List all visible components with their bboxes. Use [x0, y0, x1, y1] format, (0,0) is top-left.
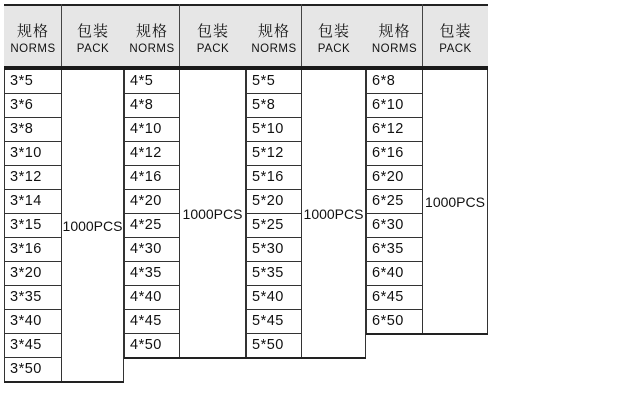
norm-cell: 3*16: [4, 238, 62, 262]
header-norms-cn: 规格: [16, 23, 49, 40]
header-norms-en: NORMS: [251, 43, 297, 55]
norm-cell: 6*16: [366, 142, 423, 166]
norm-cell: 6*35: [366, 238, 423, 262]
norm-cell: 6*10: [366, 94, 423, 118]
norm-cell: 3*50: [4, 358, 62, 382]
norm-cell: 4*20: [124, 190, 180, 214]
norm-cell: 3*14: [4, 190, 62, 214]
group-left-border: [366, 70, 367, 334]
header-norms-cn: 规格: [257, 23, 290, 40]
norm-cell: 5*50: [246, 334, 302, 358]
norm-cell: 5*8: [246, 94, 302, 118]
norm-cell: 4*25: [124, 214, 180, 238]
norm-cell: 5*40: [246, 286, 302, 310]
group-bottom-line: [124, 357, 246, 359]
header-norms-cn: 规格: [135, 23, 168, 40]
norm-cell: 3*10: [4, 142, 62, 166]
group-bottom-line: [246, 357, 366, 359]
norm-cell: 5*30: [246, 238, 302, 262]
header-pack: [62, 4, 124, 66]
header-pack: [423, 4, 488, 66]
header-pack-cn: 包装: [439, 23, 472, 40]
norm-cell: 6*45: [366, 286, 423, 310]
norm-cell: 5*45: [246, 310, 302, 334]
norm-cell: 5*16: [246, 166, 302, 190]
header-pack-cn: 包装: [196, 23, 229, 40]
header-norms-cn: 规格: [378, 23, 411, 40]
header-norms: [4, 4, 62, 66]
norm-cell: 6*40: [366, 262, 423, 286]
header-pack-en: PACK: [317, 43, 351, 55]
norm-cell: 6*20: [366, 166, 423, 190]
group-3: [246, 4, 366, 400]
norm-cell: 6*8: [366, 70, 423, 94]
norm-cell: 6*30: [366, 214, 423, 238]
header-divider: [422, 4, 423, 66]
norm-cell: 3*15: [4, 214, 62, 238]
norm-cell: 4*50: [124, 334, 180, 358]
norm-cell: 3*5: [4, 70, 62, 94]
norm-cell: 5*12: [246, 142, 302, 166]
header-pack-en: PACK: [76, 43, 110, 55]
group-left-border: [124, 70, 125, 358]
header-norms-en: NORMS: [10, 43, 56, 55]
norm-cell: 6*25: [366, 190, 423, 214]
norm-cell: 5*25: [246, 214, 302, 238]
norm-cell: 4*30: [124, 238, 180, 262]
norm-cell: 4*12: [124, 142, 180, 166]
norm-cell: 3*12: [4, 166, 62, 190]
norm-cell: 5*35: [246, 262, 302, 286]
header-norms-en: NORMS: [371, 43, 418, 55]
norm-cell: 5*10: [246, 118, 302, 142]
pack-cell: 1000PCS: [423, 70, 488, 334]
header-divider: [179, 4, 180, 66]
pack-cell: 1000PCS: [180, 70, 246, 358]
norm-cell: 5*5: [246, 70, 302, 94]
norm-cell: 4*8: [124, 94, 180, 118]
norm-cell: 3*8: [4, 118, 62, 142]
norm-cell: 4*10: [124, 118, 180, 142]
norm-cell: 3*6: [4, 94, 62, 118]
group-2: [124, 4, 246, 400]
header-pack-cn: 包装: [76, 23, 109, 40]
group-1: [4, 4, 124, 400]
norm-cell: 5*20: [246, 190, 302, 214]
group-left-border: [246, 70, 247, 358]
norm-cell: 3*40: [4, 310, 62, 334]
norm-cell: 3*20: [4, 262, 62, 286]
norm-cell: 3*45: [4, 334, 62, 358]
header-divider: [301, 4, 302, 66]
group-left-border: [4, 70, 5, 382]
norm-cell: 6*50: [366, 310, 423, 334]
header-pack-en: PACK: [196, 43, 230, 55]
header-norms: [366, 4, 423, 66]
group-bottom-line: [366, 333, 488, 335]
header-norms: [246, 4, 302, 66]
norm-cell: 4*35: [124, 262, 180, 286]
header-pack: [180, 4, 246, 66]
norm-cell: 6*12: [366, 118, 423, 142]
header-pack-cn: 包装: [317, 23, 350, 40]
norm-cell: 4*16: [124, 166, 180, 190]
norm-cell: 4*40: [124, 286, 180, 310]
pack-cell: 1000PCS: [302, 70, 366, 358]
norm-cell: 4*5: [124, 70, 180, 94]
norm-cell: 4*45: [124, 310, 180, 334]
group-4: [366, 4, 488, 400]
norm-cell: 3*35: [4, 286, 62, 310]
group-bottom-line: [4, 381, 124, 383]
header-divider: [61, 4, 62, 66]
pack-cell: 1000PCS: [62, 70, 124, 382]
header-pack-en: PACK: [439, 43, 472, 55]
header-norms: [124, 4, 180, 66]
header-norms-en: NORMS: [129, 43, 175, 55]
header-pack: [302, 4, 366, 66]
